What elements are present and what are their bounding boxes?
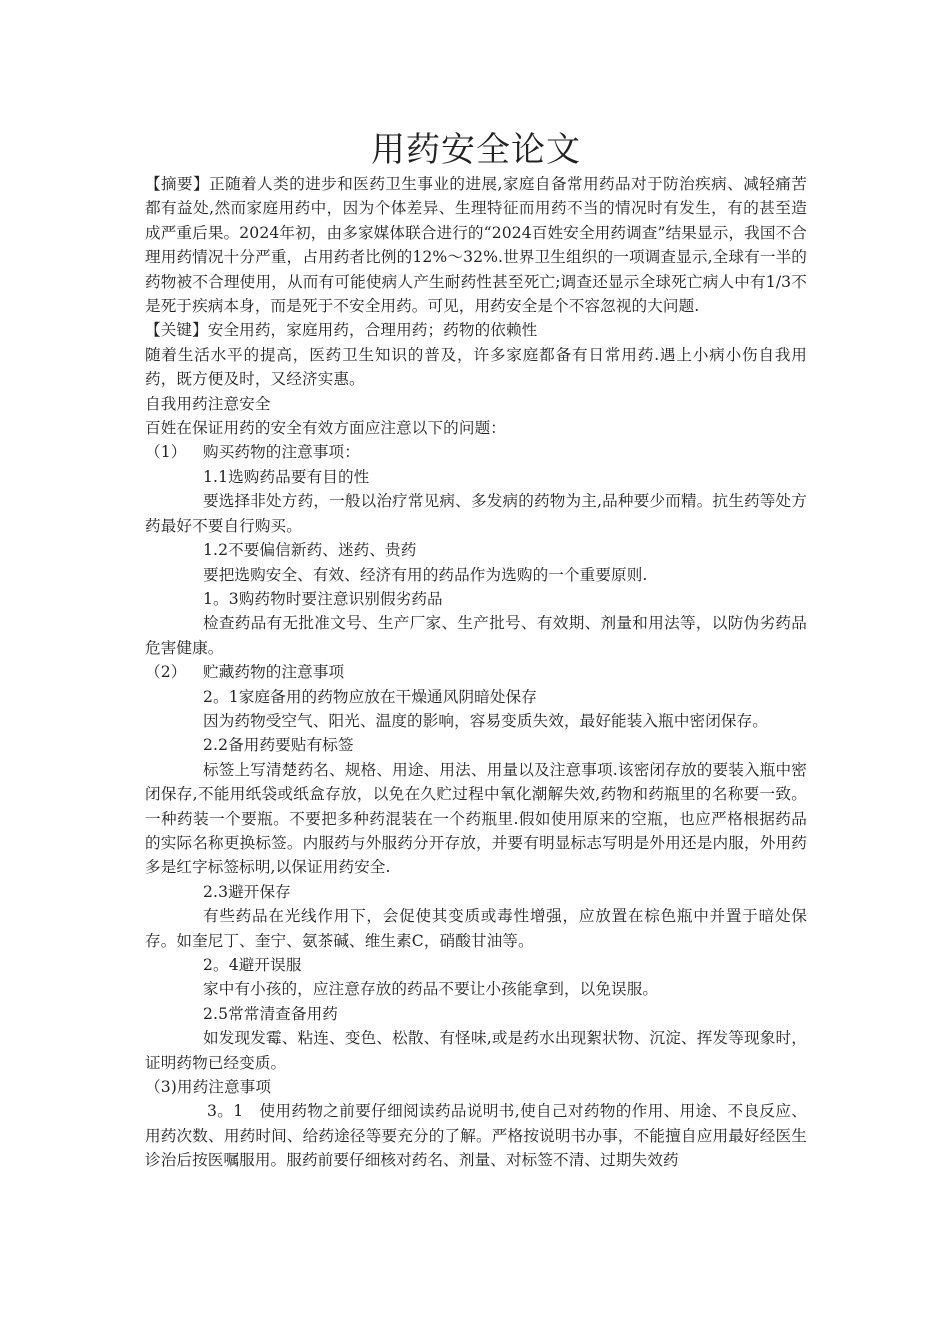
subsection-1-1-body: 要选择非处方药，一般以治疗常见病、多发病的药物为主,品种要少而精。抗生药等处方药最好不要自行购买。 <box>145 492 807 535</box>
subsection-2-5-title: 2.5常常清查备用药 <box>203 1004 338 1023</box>
subsection-2-3-body: 有些药品在光线作用下，会促使其变质或毒性增强，应放置在棕色瓶中并置于暗处保存。如奎尼丁、奎宁、氨茶碱、维生素C，硝酸甘油等。 <box>145 907 807 950</box>
document-title: 用药安全论文 <box>371 130 581 170</box>
subsection-1-1-title: 1.1选购药品要有目的性 <box>203 467 370 486</box>
section-2-title: 贮藏药物的注意事项 <box>203 663 345 682</box>
subsection-1-2-title: 1.2不要偏信新药、迷药、贵药 <box>203 541 417 560</box>
section-2-heading <box>145 660 807 684</box>
heading-self-medication: 自我用药注意安全 <box>145 394 271 413</box>
subsection-1-3-body: 检查药品有无批准文号、生产厂家、生产批号、有效期、剂量和用法等，以防伪劣药品危害健康。 <box>145 614 807 657</box>
subsection-2-1-body: 因为药物受空气、阳光、温度的影响，容易变质失效，最好能装入瓶中密闭保存。 <box>203 711 768 730</box>
subsection-1-2-body: 要把选购安全、有效、经济有用的药品作为选购的一个重要原则. <box>203 565 648 584</box>
subsection-3-1-body: 3。1 使用药物之前要仔细阅读药品说明书,使自己对药物的作用、用途、不良反应、用药次数、用药时间、给药途径等要充分的了解。严格按说明书办事，不能擅自应用最好经医生诊治后按医嘱服用。服药前要仔细核对药名、剂量、对标签不清、过期失效药 <box>145 1102 807 1170</box>
subsection-2-4-title: 2。4避开误服 <box>203 956 302 974</box>
abstract-paragraph: 【摘要】正随着人类的进步和医药卫生事业的进展,家庭自备常用药品对于防治疾病、减轻痛苦都有益处,然而家庭用药中，因为个体差异、生理特征而用药不当的情况时有发生，有的甚至造成严重后果。2024年初，由多家媒体联合进行的“2024百姓安全用药调查”结果显示，我国不合理用药情况十分严重，占用药者比例的12%～32%.世界卫生组织的一项调查显示,全球有一半的药物被不合理使用，从而有可能使病人产生耐药性甚至死亡;调查还显示全球死亡病人中有1/3不是死于疾病本身，而是死于不安全用药。可见，用药安全是个不容忽视的大问题. <box>145 175 807 316</box>
subsection-2-3-title: 2.3避开保存 <box>203 882 291 901</box>
intro-paragraph: 随着生活水平的提高，医药卫生知识的普及，许多家庭都备有日常用药.遇上小病小伤自我用药，既方便及时，又经济实惠。 <box>145 345 807 389</box>
subsection-1-3-title: 1。3购药物时要注意识别假劣药品 <box>203 589 443 608</box>
subsection-2-2-title: 2.2备用药要贴有标签 <box>203 736 354 755</box>
section-1-number: （1） <box>145 443 187 462</box>
section-2-number: （2） <box>145 663 187 682</box>
document-page <box>145 128 807 1173</box>
section-1-title: 购买药物的注意事项： <box>203 443 360 462</box>
lead-paragraph: 百姓在保证用药的安全有效方面应注意以下的问题： <box>145 419 506 438</box>
section-1-heading <box>145 440 807 464</box>
subsection-2-1-title: 2。1家庭备用的药物应放在干燥通风阴暗处保存 <box>203 687 537 706</box>
subsection-2-4-body: 家中有小孩的，应注意存放的药品不要让小孩能拿到，以免误服。 <box>203 980 659 999</box>
subsection-2-5-body: 如发现发霉、粘连、变色、松散、有怪味,或是药水出现絮状物、沉淀、挥发等现象时，证明药物已经变质。 <box>145 1029 807 1072</box>
subsection-2-2-body: 标签上写清楚药名、规格、用途、用法、用量以及注意事项.该密闭存放的要装入瓶中密闭保存,不能用纸袋或纸盒存放，以免在久贮过程中氧化潮解失效,药物和药瓶里的名称要一致。一种药装一个要瓶。不要把多种药混装在一个药瓶里.假如使用原来的空瓶，也应严格根据药品的实际名称更换标签。内服药与外服药分开存放，并要有明显标志写明是外用还是内服，外用药多是红字标签标明,以保证用药安全. <box>145 760 807 877</box>
section-3-heading: （3)用药注意事项 <box>145 1078 272 1097</box>
keywords-line: 【关键】安全用药，家庭用药，合理用药；药物的依赖性 <box>145 321 538 340</box>
